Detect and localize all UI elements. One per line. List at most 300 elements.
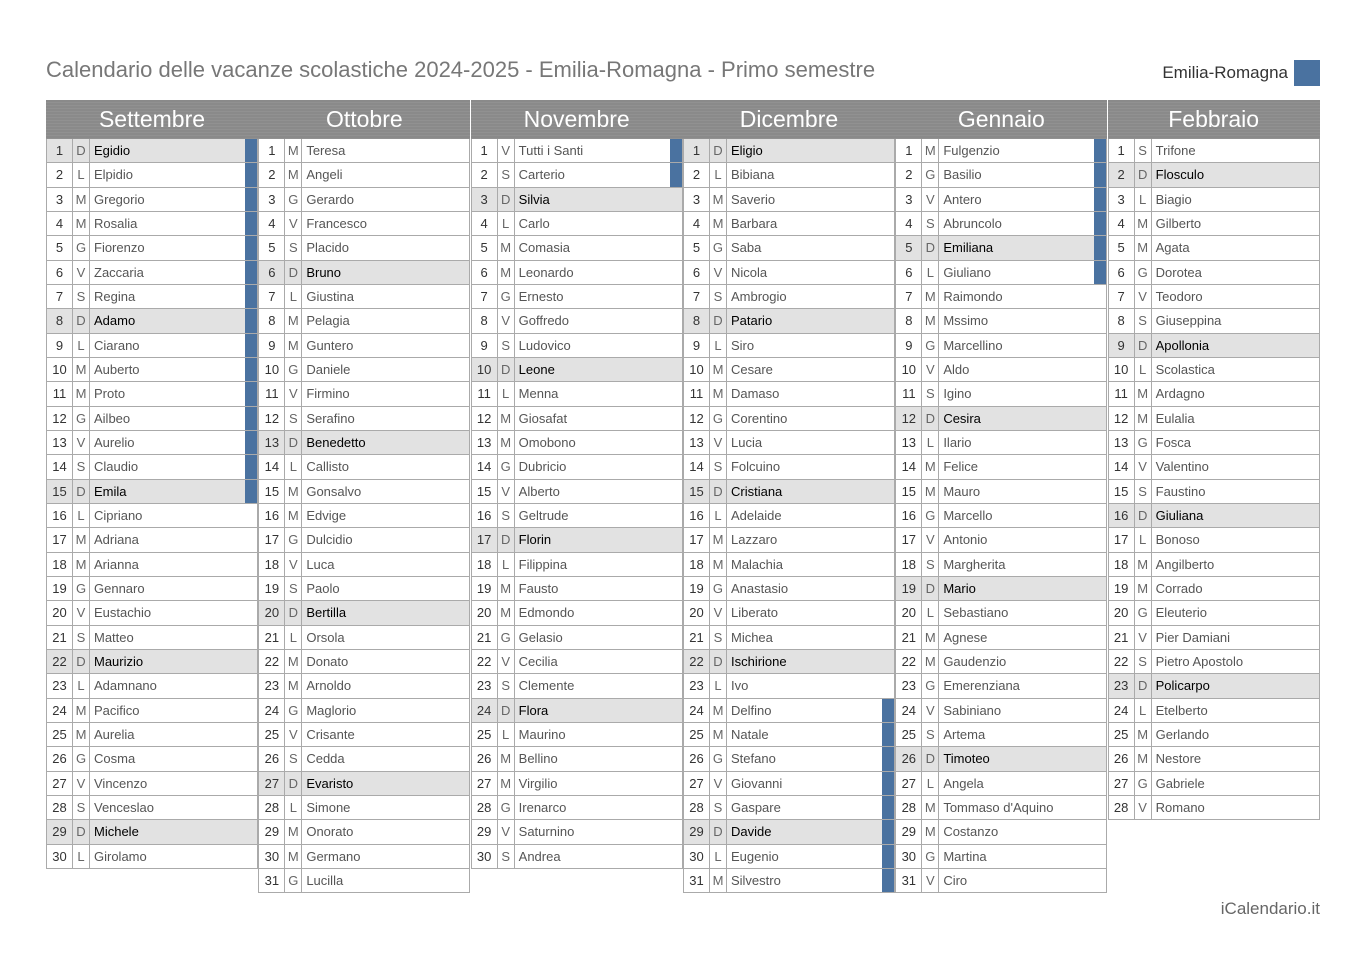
day-number: 24 bbox=[264, 702, 280, 718]
day-row bbox=[895, 699, 1107, 723]
weekday-letter: S bbox=[921, 382, 939, 405]
weekday-letter: G bbox=[1134, 772, 1152, 795]
day-row bbox=[46, 480, 258, 504]
day-number: 2 bbox=[905, 167, 913, 183]
month-header: Novembre bbox=[471, 100, 683, 139]
weekday-letter: L bbox=[72, 674, 90, 697]
day-number: 5 bbox=[1117, 240, 1125, 256]
day-number: 15 bbox=[901, 483, 917, 499]
weekday-letter: S bbox=[921, 553, 939, 576]
day-row bbox=[471, 480, 683, 504]
saint-name: Nestore bbox=[1155, 751, 1202, 767]
day-row bbox=[1108, 455, 1320, 479]
saint-name: Ischirione bbox=[730, 653, 787, 669]
day-number: 30 bbox=[52, 848, 67, 864]
day-row bbox=[471, 261, 683, 285]
day-row bbox=[895, 601, 1107, 625]
day-row bbox=[1108, 577, 1320, 601]
day-number: 11 bbox=[265, 386, 279, 402]
saint-name: Lucilla bbox=[306, 872, 344, 888]
day-number: 10 bbox=[476, 361, 492, 377]
weekday-letter: D bbox=[921, 747, 939, 770]
saint-name: Ivo bbox=[730, 678, 749, 694]
weekday-letter: S bbox=[1134, 139, 1152, 162]
vacation-marker bbox=[245, 261, 257, 284]
day-row bbox=[895, 139, 1107, 163]
weekday-letter: G bbox=[284, 869, 302, 892]
day-number: 14 bbox=[901, 459, 917, 475]
day-number: 3 bbox=[55, 191, 64, 207]
day-number: 22 bbox=[264, 653, 280, 669]
day-number: 12 bbox=[264, 410, 280, 426]
day-row bbox=[258, 650, 470, 674]
weekday-letter: L bbox=[72, 504, 90, 527]
weekday-letter: L bbox=[497, 553, 515, 576]
saint-name: Corrado bbox=[1155, 580, 1203, 596]
day-number: 23 bbox=[689, 678, 704, 694]
day-number: 26 bbox=[689, 751, 704, 767]
day-number: 31 bbox=[264, 872, 280, 888]
saint-name: Angeli bbox=[306, 167, 343, 183]
day-row bbox=[258, 869, 470, 893]
saint-name: Fosca bbox=[1155, 434, 1192, 450]
vacation-marker bbox=[245, 309, 257, 332]
day-number: 2 bbox=[55, 167, 64, 183]
weekday-letter: V bbox=[921, 188, 939, 211]
day-row bbox=[471, 601, 683, 625]
day-row bbox=[895, 747, 1107, 771]
saint-name: Arianna bbox=[94, 556, 139, 572]
day-row bbox=[471, 382, 683, 406]
weekday-letter: D bbox=[497, 358, 515, 381]
saint-name: Maurizio bbox=[94, 653, 144, 669]
day-row bbox=[1108, 650, 1320, 674]
day-row bbox=[1108, 747, 1320, 771]
weekday-letter: D bbox=[709, 820, 727, 843]
day-row bbox=[46, 577, 258, 601]
day-row bbox=[471, 236, 683, 260]
weekday-letter: L bbox=[709, 845, 727, 868]
month-column bbox=[895, 100, 1107, 895]
weekday-letter: G bbox=[497, 796, 515, 819]
day-number: 27 bbox=[689, 775, 704, 791]
day-number: 10 bbox=[901, 361, 917, 377]
weekday-letter: S bbox=[284, 407, 302, 430]
day-row bbox=[471, 309, 683, 333]
day-row bbox=[471, 504, 683, 528]
weekday-letter: L bbox=[921, 261, 939, 284]
saint-name: Michea bbox=[730, 629, 773, 645]
saint-name: Guntero bbox=[306, 337, 354, 353]
saint-name: Ernesto bbox=[518, 288, 564, 304]
saint-name: Cesare bbox=[730, 361, 773, 377]
day-number: 10 bbox=[689, 361, 704, 377]
weekday-letter: S bbox=[497, 504, 515, 527]
saint-name: Antero bbox=[943, 191, 982, 207]
day-row bbox=[895, 236, 1107, 260]
saint-name: Fausto bbox=[518, 580, 559, 596]
day-number: 5 bbox=[905, 240, 913, 256]
weekday-letter: V bbox=[921, 699, 939, 722]
day-row bbox=[471, 407, 683, 431]
weekday-letter: M bbox=[497, 747, 515, 770]
weekday-letter: G bbox=[921, 163, 939, 186]
saint-name: Scolastica bbox=[1155, 361, 1215, 377]
day-number: 13 bbox=[689, 434, 704, 450]
weekday-letter: D bbox=[1134, 163, 1152, 186]
saint-name: Girolamo bbox=[94, 848, 147, 864]
day-row bbox=[46, 236, 258, 260]
weekday-letter: S bbox=[284, 747, 302, 770]
saint-name: Edvige bbox=[306, 507, 347, 523]
saint-name: Gerardo bbox=[306, 191, 355, 207]
day-row bbox=[258, 139, 470, 163]
day-number: 18 bbox=[689, 556, 704, 572]
day-number: 10 bbox=[264, 361, 280, 377]
day-row bbox=[46, 626, 258, 650]
weekday-letter: V bbox=[1134, 796, 1152, 819]
day-row bbox=[1108, 212, 1320, 236]
day-row bbox=[258, 845, 470, 869]
day-row bbox=[471, 334, 683, 358]
day-number: 16 bbox=[52, 507, 67, 523]
weekday-letter: L bbox=[921, 431, 939, 454]
day-number: 29 bbox=[901, 824, 917, 840]
day-number: 5 bbox=[55, 240, 64, 256]
day-number: 19 bbox=[476, 580, 492, 596]
day-row bbox=[258, 601, 470, 625]
weekday-letter: M bbox=[284, 139, 302, 162]
vacation-marker bbox=[882, 723, 894, 746]
day-number: 9 bbox=[1117, 337, 1125, 353]
weekday-letter: D bbox=[921, 407, 939, 430]
vacation-marker bbox=[882, 699, 894, 722]
saint-name: Virgilio bbox=[518, 775, 558, 791]
day-number: 2 bbox=[1117, 167, 1125, 183]
saint-name: Liberato bbox=[730, 605, 778, 621]
day-row bbox=[895, 845, 1107, 869]
day-row bbox=[46, 309, 258, 333]
weekday-letter: L bbox=[921, 601, 939, 624]
weekday-letter: L bbox=[497, 212, 515, 235]
saint-name: Eleuterio bbox=[1155, 605, 1207, 621]
day-number: 25 bbox=[264, 726, 280, 742]
day-number: 23 bbox=[476, 678, 492, 694]
day-number: 12 bbox=[52, 410, 67, 426]
day-row bbox=[1108, 480, 1320, 504]
day-row bbox=[1108, 431, 1320, 455]
vacation-marker bbox=[245, 407, 257, 430]
day-number: 17 bbox=[52, 532, 67, 548]
day-row bbox=[46, 212, 258, 236]
day-row bbox=[1108, 163, 1320, 187]
saint-name: Serafino bbox=[306, 410, 355, 426]
day-row bbox=[46, 699, 258, 723]
weekday-letter: M bbox=[72, 212, 90, 235]
day-number: 25 bbox=[901, 726, 917, 742]
saint-name: Agnese bbox=[943, 629, 988, 645]
saint-name: Marcellino bbox=[943, 337, 1003, 353]
weekday-letter: M bbox=[1134, 553, 1152, 576]
weekday-letter: D bbox=[1134, 334, 1152, 357]
day-row bbox=[258, 480, 470, 504]
day-number: 23 bbox=[52, 678, 67, 694]
day-number: 20 bbox=[264, 605, 280, 621]
day-row bbox=[471, 553, 683, 577]
saint-name: Cesira bbox=[943, 410, 981, 426]
saint-name: Aldo bbox=[943, 361, 970, 377]
day-number: 29 bbox=[689, 824, 704, 840]
weekday-letter: D bbox=[709, 139, 727, 162]
day-row bbox=[895, 455, 1107, 479]
weekday-letter: M bbox=[497, 261, 515, 284]
vacation-marker bbox=[882, 845, 894, 868]
day-number: 9 bbox=[480, 337, 488, 353]
day-number: 21 bbox=[1113, 629, 1129, 645]
day-number: 15 bbox=[689, 483, 704, 499]
day-number: 22 bbox=[689, 653, 704, 669]
day-number: 23 bbox=[901, 678, 917, 694]
saint-name: Teodoro bbox=[1155, 288, 1203, 304]
weekday-letter: M bbox=[709, 553, 727, 576]
weekday-letter: D bbox=[1134, 504, 1152, 527]
weekday-letter: M bbox=[284, 845, 302, 868]
saint-name: Gonsalvo bbox=[306, 483, 362, 499]
day-row bbox=[471, 626, 683, 650]
vacation-marker bbox=[1094, 261, 1106, 284]
saint-name: Cedda bbox=[306, 751, 345, 767]
page-title: Calendario delle vacanze scolastiche 2024-2025 - Emilia-Romagna - Primo semestre bbox=[46, 57, 876, 82]
day-number: 8 bbox=[480, 313, 488, 329]
weekday-letter: D bbox=[497, 528, 515, 551]
weekday-letter: M bbox=[1134, 577, 1152, 600]
saint-name: Proto bbox=[94, 386, 126, 402]
day-row bbox=[46, 334, 258, 358]
day-number: 9 bbox=[55, 337, 64, 353]
saint-name: Silvestro bbox=[730, 872, 781, 888]
day-row bbox=[895, 285, 1107, 309]
day-number: 21 bbox=[264, 629, 280, 645]
weekday-letter: G bbox=[921, 334, 939, 357]
weekday-letter: L bbox=[497, 723, 515, 746]
day-row bbox=[683, 261, 895, 285]
saint-name: Giuliana bbox=[1155, 507, 1204, 523]
saint-name: Abruncolo bbox=[943, 215, 1002, 231]
day-row bbox=[895, 188, 1107, 212]
saint-name: Callisto bbox=[306, 459, 349, 475]
day-number: 23 bbox=[1113, 678, 1129, 694]
weekday-letter: S bbox=[1134, 480, 1152, 503]
weekday-letter: V bbox=[72, 601, 90, 624]
saint-name: Benedetto bbox=[306, 434, 366, 450]
day-row bbox=[258, 285, 470, 309]
weekday-letter: M bbox=[72, 699, 90, 722]
day-row bbox=[471, 796, 683, 820]
weekday-letter: D bbox=[72, 820, 90, 843]
day-row bbox=[258, 236, 470, 260]
saint-name: Saba bbox=[730, 240, 762, 256]
day-row bbox=[1108, 626, 1320, 650]
day-number: 21 bbox=[689, 629, 704, 645]
day-number: 9 bbox=[268, 337, 276, 353]
vacation-marker bbox=[670, 139, 682, 162]
saint-name: Bruno bbox=[306, 264, 342, 280]
weekday-letter: L bbox=[1134, 528, 1152, 551]
weekday-letter: D bbox=[709, 309, 727, 332]
vacation-marker bbox=[882, 820, 894, 843]
vacation-marker bbox=[882, 772, 894, 795]
saint-name: Corentino bbox=[730, 410, 788, 426]
saint-name: Cecilia bbox=[518, 653, 558, 669]
weekday-letter: L bbox=[709, 163, 727, 186]
legend-label: Emilia-Romagna bbox=[1162, 63, 1288, 82]
saint-name: Giuliano bbox=[943, 264, 992, 280]
saint-name: Eligio bbox=[730, 143, 763, 158]
saint-name: Tutti i Santi bbox=[518, 143, 584, 158]
day-row bbox=[1108, 188, 1320, 212]
saint-name: Apollonia bbox=[1155, 337, 1210, 353]
saint-name: Dorotea bbox=[1155, 264, 1202, 280]
saint-name: Pier Damiani bbox=[1155, 629, 1231, 645]
vacation-marker bbox=[245, 188, 257, 211]
saint-name: Michele bbox=[94, 824, 139, 840]
weekday-letter: M bbox=[497, 772, 515, 795]
day-row bbox=[258, 382, 470, 406]
day-row bbox=[683, 674, 895, 698]
day-row bbox=[46, 674, 258, 698]
day-number: 14 bbox=[264, 459, 280, 475]
saint-name: Carlo bbox=[518, 215, 550, 231]
saint-name: Anastasio bbox=[730, 580, 789, 596]
day-row bbox=[1108, 407, 1320, 431]
saint-name: Faustino bbox=[1155, 483, 1206, 499]
saint-name: Costanzo bbox=[943, 824, 999, 840]
weekday-letter: G bbox=[921, 504, 939, 527]
vacation-marker bbox=[245, 431, 257, 454]
saint-name: Nicola bbox=[730, 264, 768, 280]
day-number: 12 bbox=[1113, 410, 1129, 426]
saint-name: Basilio bbox=[943, 167, 982, 183]
weekday-letter: M bbox=[709, 528, 727, 551]
day-number: 26 bbox=[264, 751, 280, 767]
day-number: 27 bbox=[1113, 775, 1129, 791]
saint-name: Florin bbox=[518, 532, 552, 548]
day-number: 6 bbox=[905, 264, 913, 280]
saint-name: Aurelio bbox=[94, 434, 135, 450]
day-row bbox=[471, 212, 683, 236]
saint-name: Leonardo bbox=[518, 264, 574, 280]
saint-name: Dubricio bbox=[518, 459, 567, 475]
saint-name: Giustina bbox=[306, 288, 355, 304]
day-row bbox=[258, 261, 470, 285]
day-row bbox=[895, 772, 1107, 796]
weekday-letter: V bbox=[1134, 285, 1152, 308]
day-row bbox=[258, 334, 470, 358]
saint-name: Gabriele bbox=[1155, 775, 1205, 791]
day-number: 14 bbox=[52, 459, 67, 475]
saint-name: Emiliana bbox=[943, 240, 994, 256]
day-number: 15 bbox=[52, 483, 67, 499]
weekday-letter: G bbox=[1134, 601, 1152, 624]
day-number: 13 bbox=[901, 434, 917, 450]
saint-name: Crisante bbox=[306, 726, 355, 742]
saint-name: Bellino bbox=[518, 751, 558, 767]
saint-name: Pacifico bbox=[94, 702, 140, 718]
saint-name: Auberto bbox=[94, 361, 140, 377]
saint-name: Alberto bbox=[518, 483, 560, 499]
day-row bbox=[895, 796, 1107, 820]
day-number: 17 bbox=[901, 532, 917, 548]
day-row bbox=[895, 723, 1107, 747]
vacation-marker bbox=[245, 163, 257, 186]
day-number: 10 bbox=[52, 361, 67, 377]
saint-name: Ludovico bbox=[518, 337, 571, 353]
vacation-marker bbox=[245, 285, 257, 308]
day-number: 21 bbox=[901, 629, 917, 645]
day-row bbox=[895, 261, 1107, 285]
legend bbox=[1162, 60, 1320, 86]
saint-name: Folcuino bbox=[730, 459, 781, 475]
weekday-letter: V bbox=[497, 650, 515, 673]
day-number: 6 bbox=[1117, 264, 1125, 280]
day-number: 20 bbox=[689, 605, 704, 621]
day-row bbox=[46, 455, 258, 479]
weekday-letter: M bbox=[1134, 747, 1152, 770]
day-row bbox=[258, 358, 470, 382]
weekday-letter: S bbox=[709, 626, 727, 649]
weekday-letter: S bbox=[284, 577, 302, 600]
weekday-letter: V bbox=[72, 772, 90, 795]
day-row bbox=[46, 504, 258, 528]
saint-name: Giosafat bbox=[518, 410, 568, 426]
weekday-letter: L bbox=[72, 163, 90, 186]
day-row bbox=[1108, 382, 1320, 406]
saint-name: Claudio bbox=[94, 459, 139, 475]
day-row bbox=[1108, 261, 1320, 285]
saint-name: Eugenio bbox=[730, 848, 779, 864]
weekday-letter: M bbox=[1134, 723, 1152, 746]
weekday-letter: V bbox=[284, 553, 302, 576]
saint-name: Arnoldo bbox=[306, 678, 352, 694]
saint-name: Germano bbox=[306, 848, 361, 864]
day-row bbox=[46, 407, 258, 431]
month-header: Dicembre bbox=[683, 100, 895, 139]
weekday-letter: M bbox=[1134, 212, 1152, 235]
vacation-marker bbox=[882, 869, 894, 892]
day-row bbox=[683, 188, 895, 212]
vacation-marker bbox=[670, 163, 682, 186]
day-number: 14 bbox=[1113, 459, 1129, 475]
day-number: 7 bbox=[480, 288, 488, 304]
day-number: 26 bbox=[476, 751, 492, 767]
weekday-letter: M bbox=[921, 820, 939, 843]
weekday-letter: S bbox=[709, 455, 727, 478]
day-row bbox=[895, 528, 1107, 552]
weekday-letter: G bbox=[921, 845, 939, 868]
day-number: 16 bbox=[264, 507, 280, 523]
saint-name: Ardagno bbox=[1155, 386, 1205, 402]
day-number: 2 bbox=[268, 167, 276, 183]
saint-name: Adriana bbox=[94, 532, 139, 548]
saint-name: Trifone bbox=[1155, 143, 1196, 158]
saint-name: Ciro bbox=[943, 872, 968, 888]
saint-name: Sebastiano bbox=[943, 605, 1009, 621]
day-row bbox=[895, 869, 1107, 893]
weekday-letter: M bbox=[72, 723, 90, 746]
saint-name: Francesco bbox=[306, 215, 368, 231]
day-number: 4 bbox=[268, 215, 276, 231]
day-number: 22 bbox=[476, 653, 492, 669]
